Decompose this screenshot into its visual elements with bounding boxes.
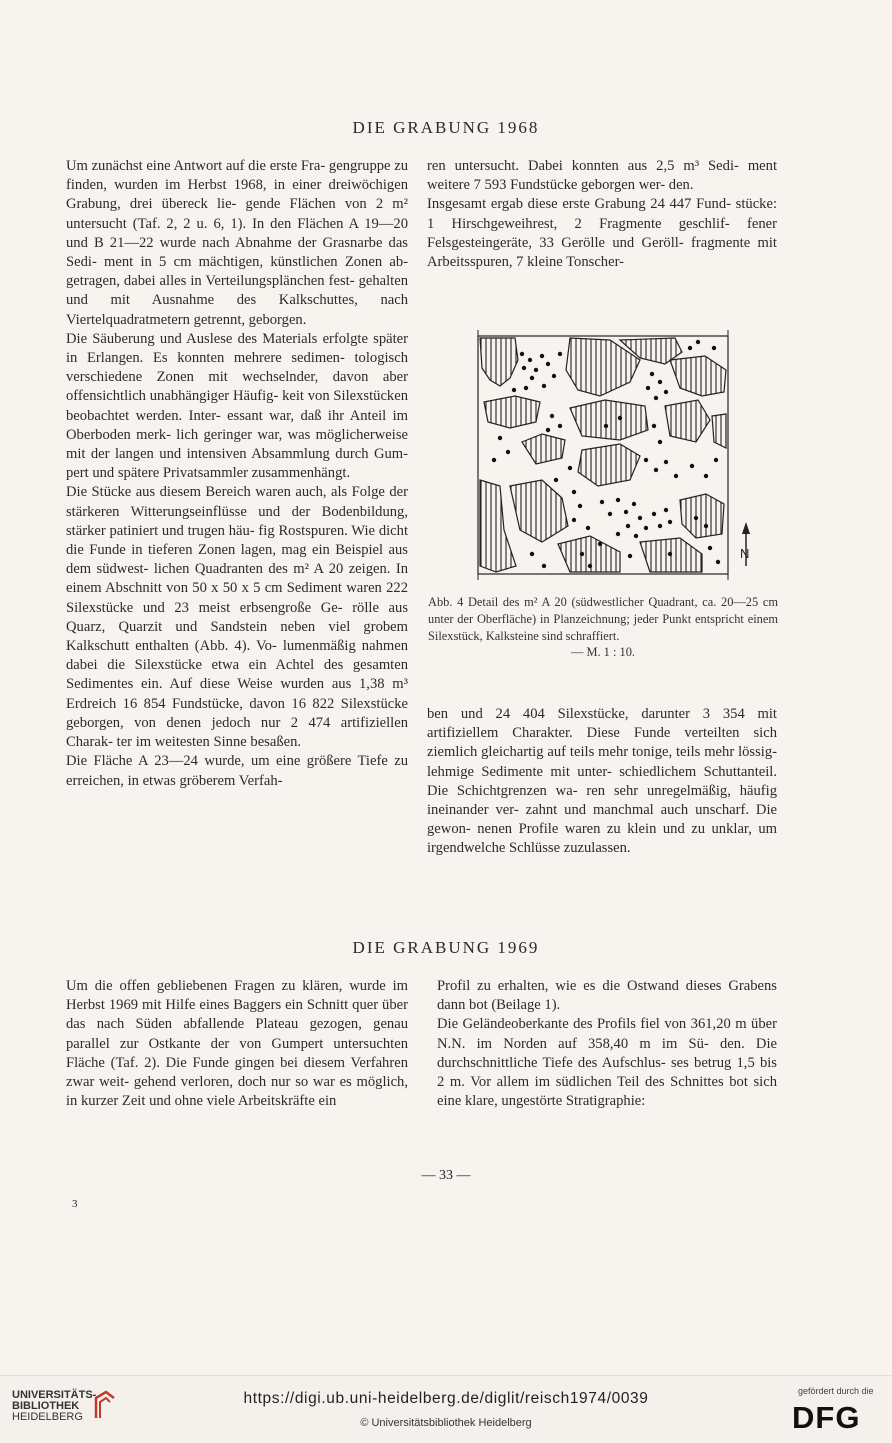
- north-label: N: [740, 546, 750, 561]
- paragraph: ben und 24 404 Silexstücke, darunter 3 354 mit artifiziellem Charakter. Diese Funde verteilten sich ziemlich gleichartig auf teils mehr tonige, teils mehr lössig-lehmige Sedimente mit unter- schiedlichem Schuttanteil. Die Schichtgrenzen wa- ren sehr unregelmäßig, häufig ineinander ver- zahnt und manchmal auch unscharf. Die gewon- nenen Profile waren zu klein und zu unklar, um irgendwelche Schlüsse zuzulassen.: [427, 706, 777, 857]
- paragraph: Die Stücke aus diesem Bereich waren auch, als Folge der stärkeren Witterungseinflüsse und der Bodenbildung, stärker patiniert und trugen häu- fig Rostspuren. Wie dicht die Funde in tieferen Zonen lagen, mag ein Beispiel aus dem südwest- lichen Quadranten des m² A 20 zeigen. In einem Abschnitt von 50 x 50 x 5 cm Sediment waren 222 Silexstücke und 23 meist erbsengroße Ge- rölle aus Quarz, Quarzit und Sandstein neben viel grobem Kalkschutt enthalten (Abb. 4). Vo- lumenmäßig nahmen dabei die Silexstücke etwa ein Achtel des gesamten Sedimentes ein. Auf diese Weise wurden aus 1,38 m³ Erdreich 16 854 Fundstücke, davon 16 822 Silexstücke geborgen, von denen jedoch nur 2 474 artifiziellen Charak- ter im weitesten Sinne besaßen.: [66, 484, 408, 751]
- copyright-notice: © Universitätsbibliothek Heidelberg: [360, 1417, 532, 1429]
- excavation-plan-figure: [470, 330, 760, 580]
- figure-caption: [428, 594, 778, 661]
- paragraph: ren untersucht. Dabei konnten aus 2,5 m³ Sedi- ment weitere 7 593 Fundstücke geborgen wer- den.: [427, 158, 777, 194]
- limestone-hatched-areas: [480, 338, 726, 572]
- paragraph: Profil zu erhalten, wie es die Ostwand dieses Grabens dann bot (Beilage 1).: [437, 978, 777, 1014]
- section-1968-right-column-bottom: [427, 705, 777, 859]
- page-number: — 33 —: [421, 1168, 471, 1183]
- paragraph: Um die offen gebliebenen Fragen zu klären, wurde im Herbst 1969 mit Hilfe eines Baggers ein Schnitt quer über das nach Süden abfallende Plateau gezogen, genau parallel zur Ostkante der von Gumpert untersuchten Fläche (Taf. 2). Die Funde gingen bei diesem Verfahren zwar weit- gehend verloren, doch nur so war es möglich, in kurzer Zeit und ohne viele Arbeitskräfte ein: [66, 978, 408, 1110]
- viewer-footer: [0, 1375, 892, 1443]
- section-1969-left-column: [66, 977, 408, 1111]
- section-heading-1969: DIE GRABUNG 1969: [352, 938, 540, 957]
- paragraph: Die Geländeoberkante des Profils fiel von 361,20 m über N.N. im Norden auf 358,40 m im Sü- den. Die durchschnittliche Tiefe des Aufschlus- ses betrug 1,5 bis 2 m. Vor allem im südlichen Teil des Schnittes bot sich eine klare, ungestörte Stratigraphie:: [437, 1016, 777, 1110]
- figure-caption-text: Abb. 4 Detail des m² A 20 (südwestlicher Quadrant, ca. 20—25 cm unter der Oberfläche) in Planzeichnung; jeder Punkt entspricht einem Silexstück, Kalksteine sind schraffiert.: [428, 595, 778, 643]
- paragraph: Die Säuberung und Auslese des Materials erfolgte später in Erlangen. Es konnten mehrere sedimen- tologisch verschiedene Zonen mit wechselnder, davon aber offensichtlich unabhängiger Häufig- keit von Silexstücken beobachtet werden. Inter- essant war, daß ihr Anteil im Oberboden merk- lich geringer war, was möglicherweise mit der langen und intensiven Absammlung durch Gum- pert und spätere Privatsammler zusammenhängt.: [66, 330, 408, 482]
- section-heading-1968: DIE GRABUNG 1968: [352, 118, 540, 137]
- library-name-line: UNIVERSITÄTS-: [12, 1389, 97, 1401]
- section-1968-left-column: [66, 157, 408, 791]
- library-name-line: BIBLIOTHEK: [12, 1400, 80, 1412]
- paragraph: Die Fläche A 23—24 wurde, um eine größere Tiefe zu erreichen, in etwas gröberem Verfah-: [66, 753, 408, 789]
- document-url-link[interactable]: https://digi.ub.uni-heidelberg.de/diglit/reisch1974/0039: [243, 1390, 649, 1407]
- signature-mark: 3: [72, 1198, 78, 1210]
- dfg-logo[interactable]: DFG: [792, 1400, 861, 1435]
- paragraph: Insgesamt ergab diese erste Grabung 24 447 Fund- stücke: 1 Hirschgeweihrest, 2 Fragmente geschlif- fener Felsgesteingeräte, 33 Gerölle und Geröll- fragmente mit Arbeitsspuren, 7 kleine Tonscher-: [427, 196, 777, 271]
- figure-caption-scale: — M. 1 : 10.: [570, 645, 636, 660]
- section-1969-right-column: [437, 977, 777, 1111]
- paragraph: Um zunächst eine Antwort auf die erste Fra- gengruppe zu finden, wurden im Herbst 1968, in einer dreiwöchigen Grabung, drei übereck lie- gende Flächen von 2 m² untersucht (Taf. 2, 2 u. 6, 1). In den Flächen A 19—20 und B 21—22 wurde nach Abnahme der Grasnarbe das Sedi- ment in 5 cm mächtigen, künstlichen Zonen ab- getragen, dabei alles in Verteilungsplänchen fest- gehalten und mit Ausnahme des Kalkschuttes, nach Viertelquadratmetern getrennt, geborgen.: [66, 158, 408, 328]
- funding-note: gefördert durch die: [798, 1386, 874, 1396]
- library-name-line: HEIDELBERG: [12, 1411, 83, 1423]
- section-1968-right-column-top: [427, 157, 777, 272]
